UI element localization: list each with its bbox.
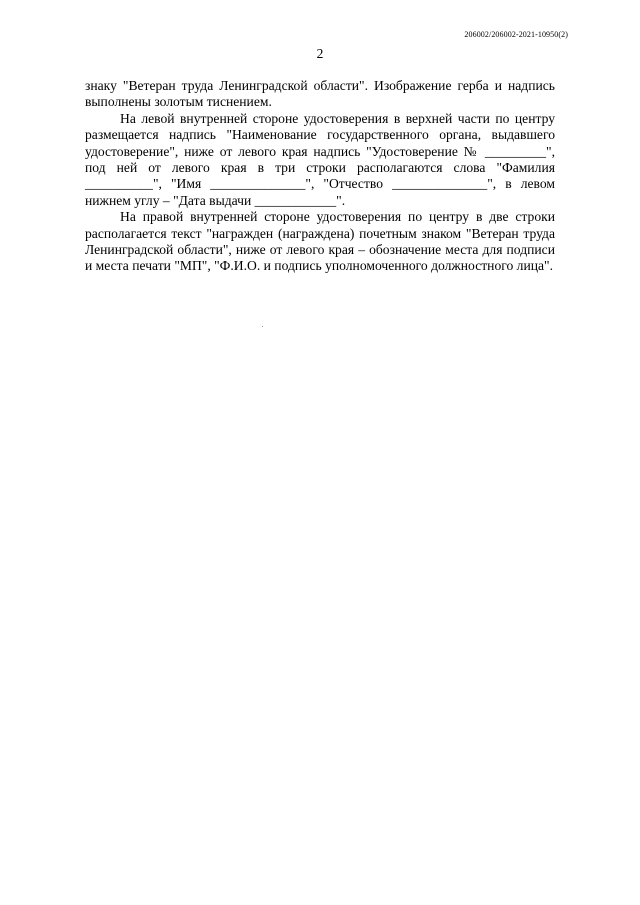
page-number: 2 (316, 46, 324, 61)
paragraph-1: знаку "Ветеран труда Ленинградской области". Изображение герба и надпись выполнены золотым тиснением. (85, 78, 555, 110)
scan-speck (262, 326, 263, 327)
document-id: 206002/206002-2021-10950(2) (464, 30, 568, 39)
document-body (85, 78, 555, 275)
paragraph-2: На левой внутренней стороне удостоверения в верхней части по центру размещается надпись "Наименование государственного органа, выдавшего удостоверение", ниже от левого края надпись "Удостоверение № _________", под ней от левого края в три строки располагаются слова "Фамилия __________", "Имя ______________", "Отчество ______________", в левом нижнем углу – "Дата выдачи ____________". (85, 110, 555, 208)
paragraph-3: На правой внутренней стороне удостоверения по центру в две строки располагается текст "награжден (награждена) почетным знаком "Ветеран труда Ленинградской области", ниже от левого края – обозначение места для подписи и места печати "МП", "Ф.И.О. и подпись уполномоченного должностного лица". (85, 209, 555, 274)
